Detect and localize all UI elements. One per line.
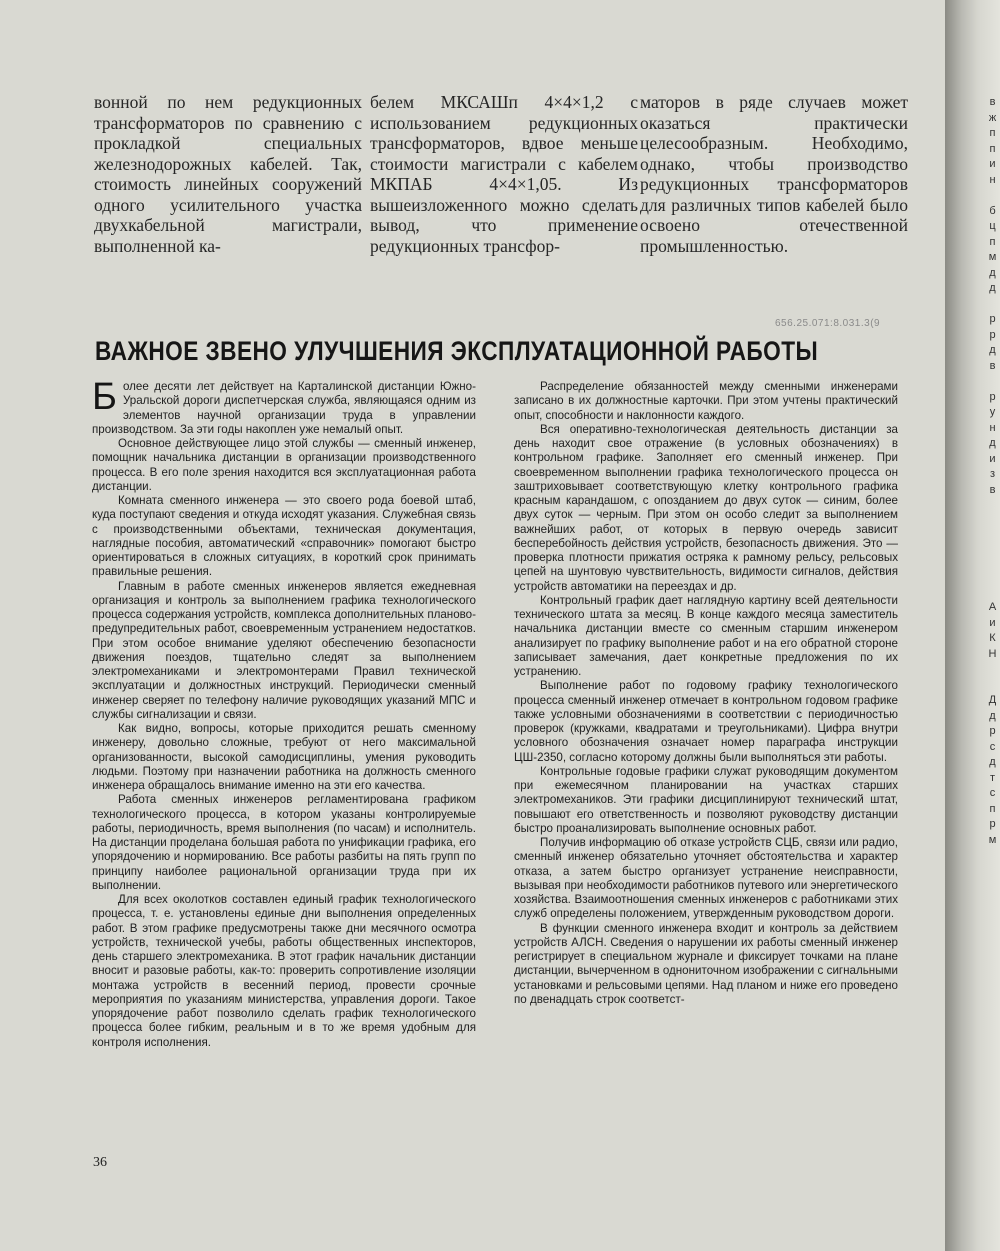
top-column-1 <box>94 92 362 256</box>
article-column-left <box>92 376 476 1050</box>
paragraph: Как видно, вопросы, которые приходится решать сменному инженеру, довольно сложные, требуют от него максимальной организованности, высокой самодисциплины, умения руководить людьми. Поэтому при назначении работника на должность сменного инженера обращалось внимание именно на эти его качества. <box>92 722 476 792</box>
paragraph: Контрольные годовые графики служат руководящим документом при ежемесячном планировании на участках старших электромехаников. Эти графики дисциплинируют технический штат, повышают его ответственность и позволяют руководству дистанции быстро проанализировать выполнение основных работ. <box>514 764 898 835</box>
top-column-text: белем МКСАШп 4×4×1,2 с использованием редукционных трансформаторов, вдвое меньше стоимости магистрали с кабелем МКПАБ 4×4×1,05. Из вышеизложенного можно сделать вывод, что применение редукционных трансфор- <box>370 92 638 256</box>
paragraph: В функции сменного инженера входит и контроль за действием устройств АЛСН. Сведения о нарушении их работы сменный инженер регистрирует в специальном журнале и фиксирует точками на плане дистанции, вычерченном в однониточном изображении с сигнальными установками и рельсовыми цепями. Над планом и ниже его проведено по двенадцать строк соответст- <box>514 921 898 1006</box>
paragraph: Для всех околотков составлен единый график технологического процесса, т. е. установлены единые дни выполнения определенных работ. В этом графике предусмотрены также дни месячного осмотра устройств, технической учебы, работы общественных инспекторов, день старшего электромеханика. В этот график начальник дистанции вносит и разовые работы, как-то: проверить сопротивление изоляции монтажа устройств в весенний период, провести срочные мероприятия по указаниям министерства, управления дороги. Такое упорядочение работ позволило сделать график технологического процесса более гибким, реальным и в то же время удобным для контроля исполнения. <box>92 893 476 1049</box>
article-title: ВАЖНОЕ ЗВЕНО УЛУЧШЕНИЯ ЭКСПЛУАТАЦИОННОЙ РАБОТЫ <box>95 336 819 366</box>
paragraph: Распределение обязанностей между сменными инженерами записано в их должностные карточки. При этом учтены практический опыт, способности и наклонности каждого. <box>514 380 898 422</box>
top-column-3 <box>640 92 908 256</box>
paragraph: Вся оперативно-технологическая деятельность дистанции за день находит свое отражение (в условных обозначениях) в контрольном графике. Заполняет его сменный инженер. При своевременном выполнении графика технологического процесса он заштриховывает соответствующую клетку контрольного графика красным карандашом, с опозданием до двух суток — синим, более двух суток — черным. При этом он особо следит за выполнением важнейших работ, от которых в первую очередь зависит бесперебойность действия устройств, безопасность движения. Это — проверка плотности прижатия остряка к рамному рельсу, рельсовых цепей на шунтовую чувствительность, видимости сигналов, действия устройств автоматики на переездах и др. <box>514 422 898 593</box>
top-column-text: маторов в ряде случаев может оказаться практически целесообразным. Необходимо, однако, чтобы производство редукционных трансформаторов для различных типов кабелей было освоено отечественной промышленностью. <box>640 92 908 256</box>
article-column-right <box>514 380 898 1007</box>
facing-page-edge-text-lower: А и К Н Д д р с д т с п р м <box>988 601 997 846</box>
paragraph <box>92 376 476 437</box>
paragraph: Получив информацию об отказе устройств СЦБ, связи или радио, сменный инженер обязательно уточняет обстоятельства и характер отказа, а затем быстро организует устранение неисправности, вызывая при необходимости работников путевого или энергетического хозяйства. Взаимоотношения сменных инженеров с работниками этих служб определены положением, утвержденным руководством дороги. <box>514 836 898 921</box>
page-number: 36 <box>93 1155 107 1170</box>
udc-reference-code: 656.25.071:8.031.3(9 <box>775 318 881 329</box>
paragraph: Основное действующее лицо этой службы — сменный инженер, помощник начальника дистанции в организации производственного процесса. В его поле зрения находится вся эксплуатационная работа дистанции. <box>92 437 476 493</box>
paragraph: Работа сменных инженеров регламентирована графиком технологического процесса, в котором указаны контролируемые работы, периодичность, время выполнения (по часам) и исполнитель. На дистанции проделана большая работа по унификации графика, его упорядочению и нормированию. Все работы разбиты на пять групп по принципу наиболее рациональной организации труда при их выполнении. <box>92 793 476 892</box>
paragraph: Выполнение работ по годовому графику технологического процесса сменный инженер отмечает в контрольном годовом графике также условными обозначениями в соответствии с периодичностью проверок (кружками, квадратами и треугольниками). Цифра внутри условного обозначения означает номер параграфа инструкции ЦШ-2350, согласно которому должны были выполняться эти работы. <box>514 679 898 764</box>
top-column-text: вонной по нем редукционных трансформаторов по сравнению с прокладкой специальных железнодорожных кабелей. Так, стоимость линейных сооружений одного усилительного участка двухкабельной магистрали, выполненной ка- <box>94 92 362 256</box>
facing-page-edge-text: в ж п п и н б ц п м д д р р д в р у н д и з в <box>988 96 997 496</box>
paragraph: Комната сменного инженера — это своего рода боевой штаб, куда поступают сведения и откуда исходят указания. Служебная связь с производственными объектами, техническая документация, наглядные пособия, автоматический «справочник» помогают быстро ориентироваться в сложных ситуациях, в короткий срок принимать правильные решения. <box>92 494 476 579</box>
drop-cap: Б <box>92 376 117 418</box>
paragraph-text: олее десяти лет действует на Карталинской дистанции Южно-Уральской дороги диспетчерская служба, являющаяся одним из элементов научной организации труда в управлении производством. За эти годы накоплен уже немалый опыт. <box>92 380 476 436</box>
top-column-2 <box>370 92 638 256</box>
paragraph: Главным в работе сменных инженеров является ежедневная организация и контроль за выполнением графика технологического процесса содержания устройств, комплекса дополнительных планово-предупредительных работ, своевременным устранением недостатков. При этом особое внимание уделяют обеспечению безопасности движения поездов, тщательно следят за выполнением электромеханиками и электромонтерами Правил технической эксплуатации и должностных инструкций. Периодически сменный инженер сверяет по телефону наличие руководящих указаний МПС и службы сигнализации и связи. <box>92 579 476 721</box>
paragraph: Контрольный график дает наглядную картину всей деятельности технического штата за месяц. В конце каждого месяца заместитель начальника дистанции вместе со сменным старшим инженером анализирует по графику выполнение работ и на его обратной стороне записывает замечания, дает конкретные предложения по их устранению. <box>514 593 898 678</box>
